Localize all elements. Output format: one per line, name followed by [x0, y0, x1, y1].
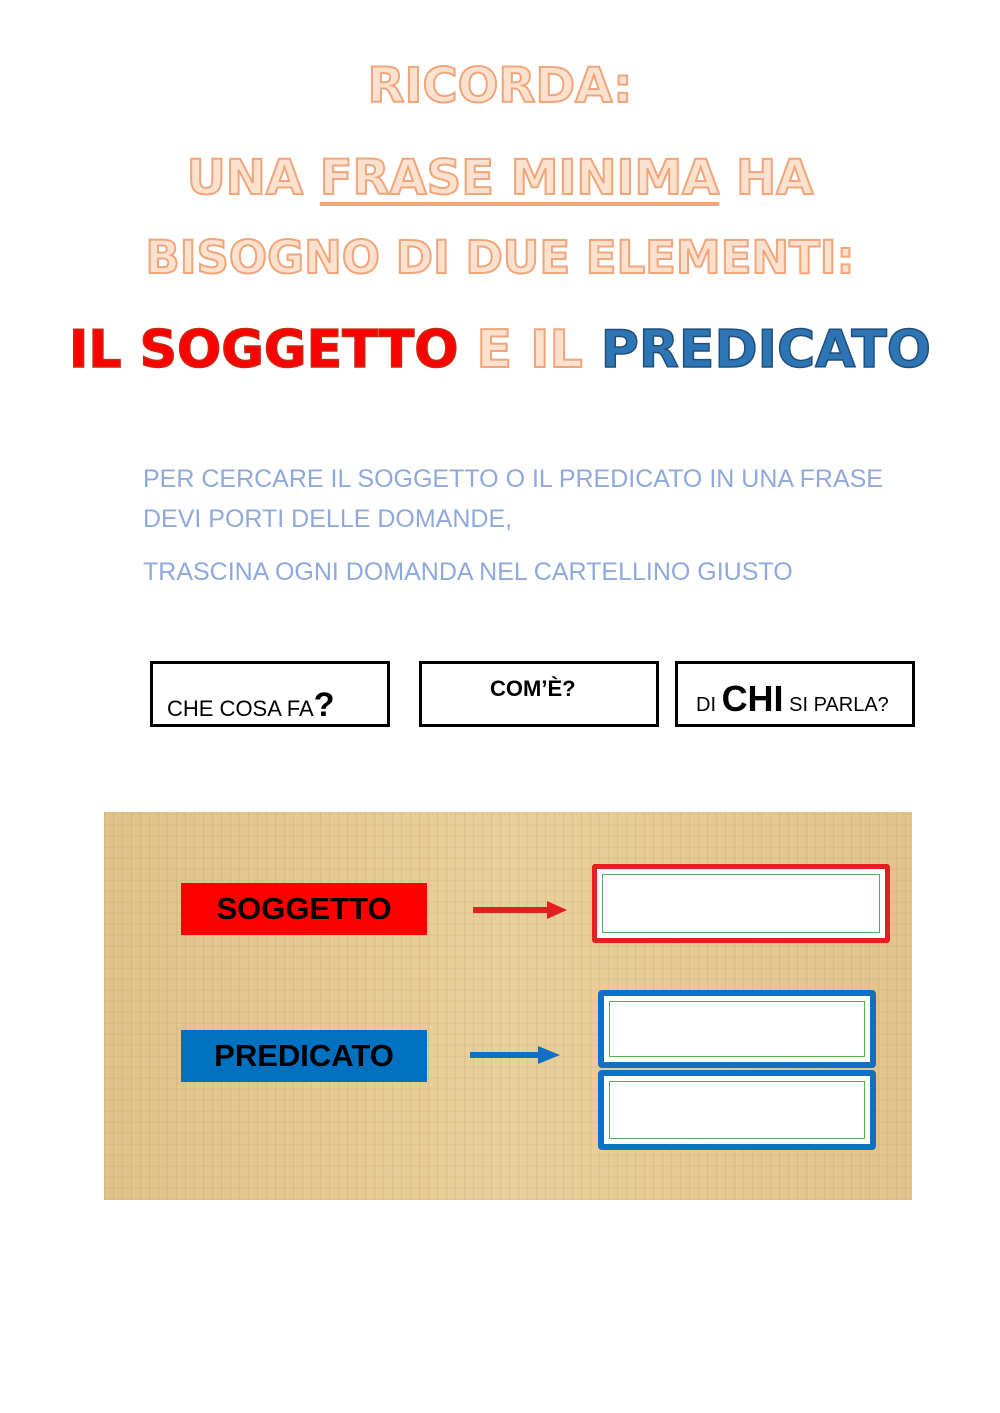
title-line-2 [0, 150, 1000, 206]
title-soggetto: IL SOGGETTO [68, 320, 459, 380]
question-card-come[interactable] [419, 661, 659, 727]
drop-zone-inner [609, 1081, 865, 1139]
soggetto-label: SOGGETTO [181, 883, 427, 935]
question-card-3-post: SI PARLA? [783, 694, 889, 716]
arrow-right-icon [470, 1045, 562, 1065]
title-line-3: BISOGNO DI DUE ELEMENTI: [145, 231, 855, 284]
question-card-1-text: CHE COSA FA [167, 696, 314, 721]
instruction-paragraph-2: TRASCINA OGNI DOMANDA NEL CARTELLINO GIUSTO [143, 558, 793, 586]
question-card-3-pre: DI [696, 694, 722, 716]
predicato-drop-zone-2[interactable] [598, 1070, 876, 1150]
arrow-right-icon [473, 900, 569, 920]
title-frase-minima: FRASE MINIMA [319, 150, 720, 206]
drop-zone-inner [602, 874, 880, 933]
question-card-di-chi-si-parla[interactable] [675, 661, 915, 727]
title-line-2-end: HA [719, 150, 814, 206]
question-card-1-label [167, 686, 335, 725]
title-line-2-start: UNA [186, 150, 320, 206]
soggetto-drop-zone[interactable] [592, 864, 890, 943]
title-connector: E IL [458, 320, 601, 380]
question-card-3-chi: CHI [721, 678, 784, 719]
question-card-3-label [696, 678, 889, 720]
title-predicato: PREDICATO [600, 320, 932, 380]
title-line-4 [0, 320, 1000, 380]
predicato-drop-zone-1[interactable] [598, 990, 876, 1068]
title-ricorda: RICORDA: [367, 58, 633, 114]
drop-board [104, 812, 912, 1200]
drop-zone-inner [609, 1001, 865, 1057]
instruction-paragraph-1: PER CERCARE IL SOGGETTO O IL PREDICATO IN UNA FRASE DEVI PORTI DELLE DOMANDE, [143, 465, 883, 533]
question-mark: ? [313, 686, 335, 724]
question-card-2-text: COM’È? [490, 676, 576, 701]
predicato-label: PREDICATO [181, 1030, 427, 1082]
question-card-che-cosa-fa[interactable] [150, 661, 390, 727]
